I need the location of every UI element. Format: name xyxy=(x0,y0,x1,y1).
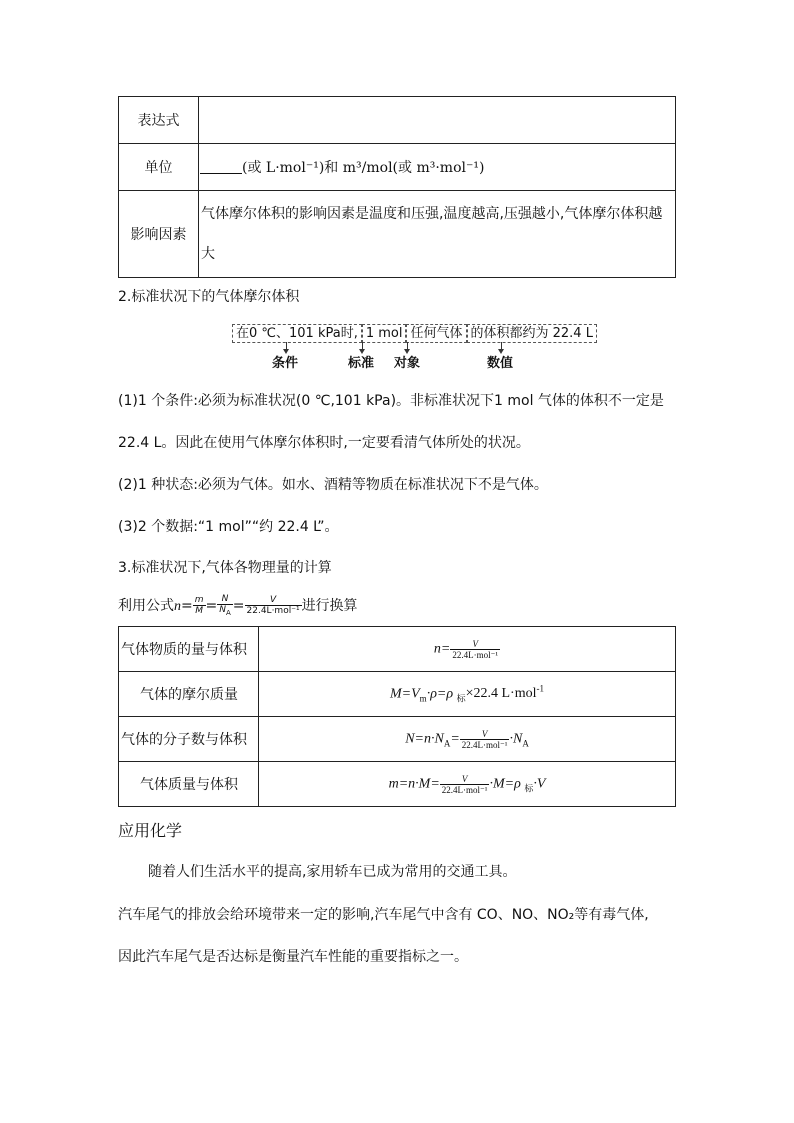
diagram-box-standard: 1 mol xyxy=(362,324,407,343)
paragraph-condition: (1)1 个条件:必须为标准状况(0 ℃,101 kPa)。非标准状况下1 mol 气体的体积不一定是 xyxy=(118,393,664,409)
diagram-label-condition: 条件 xyxy=(272,356,299,371)
factors-text: 气体摩尔体积的影响因素是温度和压强,温度越高,压强越小,气体摩尔体积越大 xyxy=(199,191,676,278)
apply-paragraph-3: 因此汽车尾气是否达标是衡量汽车性能的重要指标之一。 xyxy=(118,949,468,965)
calc-row-label: 气体的摩尔质量 xyxy=(119,672,259,717)
calc-row-label: 气体的分子数与体积 xyxy=(119,717,259,762)
calc-row-label: 气体质量与体积 xyxy=(119,762,259,807)
section2-heading: 2.标准状况下的气体摩尔体积 xyxy=(118,289,300,305)
apply-heading: 应用化学 xyxy=(118,821,183,840)
calc-row-label: 气体物质的量与体积 xyxy=(119,627,259,672)
expression-cell xyxy=(199,97,676,144)
standard-condition-diagram xyxy=(232,322,593,372)
formula-line: 利用公式n= $\frac{m}{M}$ = $\frac{N}{N_A}$ = $\frac{V}{\text{22.4L·mol⁻¹}}$ 进行换算 xyxy=(118,594,358,617)
arrow-icon xyxy=(286,342,287,352)
diagram-box-object: 任何气体 xyxy=(406,324,466,343)
molar-volume-table xyxy=(118,96,676,278)
arrow-icon xyxy=(407,342,408,352)
paragraph-data: (3)2 个数据:“1 mol”“约 22.4 L”。 xyxy=(118,519,339,535)
diagram-label-value: 数值 xyxy=(487,356,514,371)
fill-blank xyxy=(200,159,242,174)
paragraph-state: (2)1 种状态:必须为气体。如水、酒精等物质在标准状况下不是气体。 xyxy=(118,477,548,493)
calc-formula-molar-mass: $M=V_m\cdot\rho=\rho$ $_标$×22.4 L·mol$^{-1}$ xyxy=(259,672,676,717)
calc-formula-amount-volume: n= $\frac{V}{\text{22.4L·mol⁻¹}}$ xyxy=(259,627,676,672)
diagram-label-object: 对象 xyxy=(394,356,421,371)
row-label-factors: 影响因素 xyxy=(119,191,199,278)
paragraph-condition-cont: 22.4 L。因此在使用气体摩尔体积时,一定要看清气体所处的状况。 xyxy=(118,435,530,451)
formula-suffix: 进行换算 xyxy=(301,597,358,614)
diagram-label-standard: 标准 xyxy=(348,356,375,371)
section3-heading: 3.标准状况下,气体各物理量的计算 xyxy=(118,560,332,576)
gas-calculation-table xyxy=(118,626,676,807)
row-label-expression: 表达式 xyxy=(119,97,199,144)
unit-text: (或 L·mol⁻¹)和 m³/mol(或 m³·mol⁻¹) xyxy=(242,160,485,176)
calc-formula-mass-volume: m=n·M= $\frac{V}{\text{22.4L·mol⁻¹}}$ ·M=ρ $_标$·V xyxy=(259,762,676,807)
arrow-icon xyxy=(501,342,502,352)
apply-paragraph-1: 随着人们生活水平的提高,家用轿车已成为常用的交通工具。 xyxy=(148,864,517,880)
row-label-unit: 单位 xyxy=(119,144,199,191)
arrow-icon xyxy=(362,342,363,352)
calc-formula-molecules-volume: $N=n\cdot N_A=$ $\frac{V}{\text{22.4L·mol⁻¹}}$ $\cdot N_A$ xyxy=(259,717,676,762)
diagram-box-condition: 在0 ℃、101 kPa时, xyxy=(232,324,362,343)
unit-cell xyxy=(199,144,676,191)
formula-prefix: 利用公式 xyxy=(118,597,174,614)
diagram-box-value: 的体积都约为 22.4 L xyxy=(467,324,597,343)
apply-paragraph-2: 汽车尾气的排放会给环境带来一定的影响,汽车尾气中含有 CO、NO、NO₂等有毒气体, xyxy=(118,907,649,923)
